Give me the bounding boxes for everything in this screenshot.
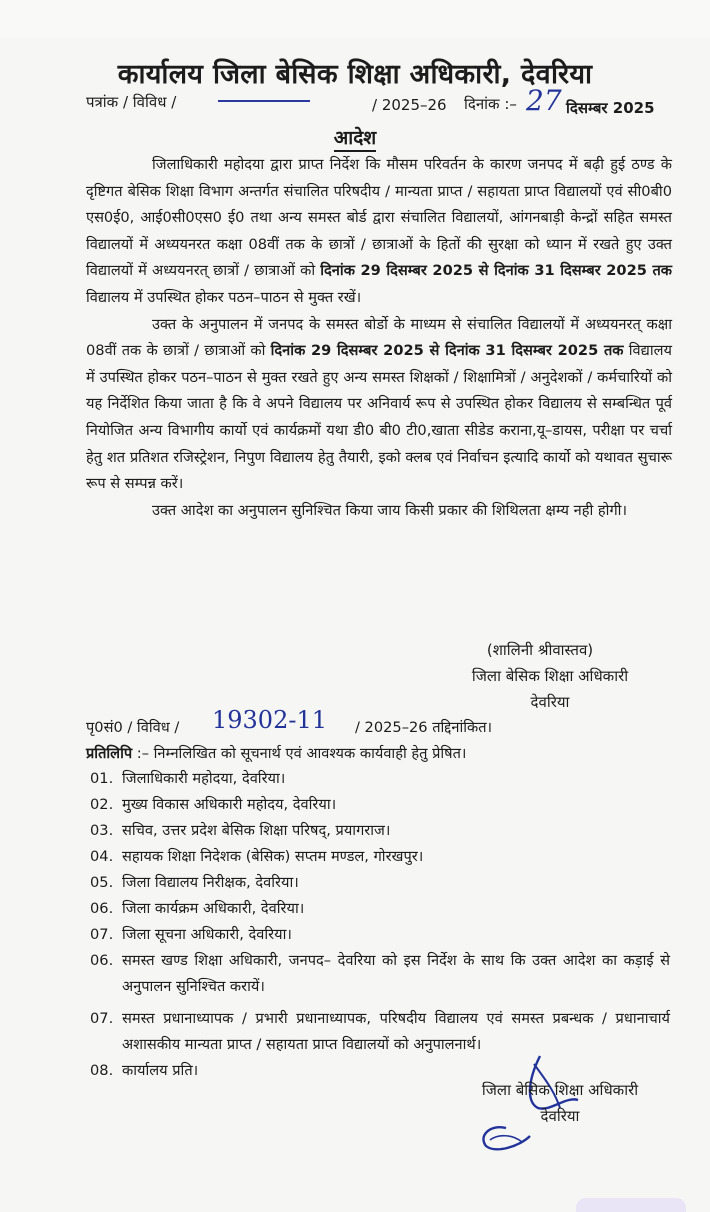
bold-date-range: दिनांक 29 दिसम्बर 2025 से दिनांक 31 दिसम्बर 2025 तक (320, 262, 672, 280)
date-month-year: दिसम्बर 2025 (566, 99, 655, 117)
date-label: दिनांक :– (464, 95, 517, 113)
list-item: 05. जिला विद्यालय निरीक्षक, देवरिया। (90, 874, 299, 891)
signatory-designation-2: जिला बेसिक शिक्षा अधिकारी (481, 1081, 639, 1099)
list-item: 04. सहायक शिक्षा निदेशक (बेसिक) सप्तम मण्डल, गोरखपुर। (90, 848, 424, 865)
top-bar (0, 0, 710, 38)
list-item: 03. सचिव, उत्तर प्रदेश बेसिक शिक्षा परिषद्, प्रयागराज। (90, 822, 391, 839)
handwritten-stroke (218, 100, 310, 102)
copy-intro: प्रतिलिपि :– निम्नलिखित को सूचनार्थ एवं आवश्यक कार्यवाही हेतु प्रेषित। (86, 745, 467, 762)
signatory-name: (शालिनी श्रीवास्तव) (486, 641, 594, 659)
handwritten-date: 27 (526, 84, 562, 117)
list-item: 07. समस्त प्रधानाध्यापक / प्रभारी प्रधानाध्यापक, परिषदीय विद्यालय एवं समस्त प्रबन्धक / प्रधानाचार्य अशासकीय मान्यता प्राप्त / सहायता प्राप्त विद्यालयों को अनुपालनार्थ। (90, 1010, 670, 1053)
document-page (0, 38, 710, 1212)
letter-ref-year: / 2025–26 (372, 96, 447, 114)
handwritten-signature (468, 1050, 598, 1160)
copy-ref-prefix: पृ0सं0 / विविध / (86, 719, 180, 736)
copy-label: प्रतिलिपि (86, 745, 133, 762)
paragraph-2: उक्त के अनुपालन में जनपद के समस्त बोर्डो के माध्यम से संचालित विद्यालयों में अध्ययनरत् कक्षा 08वीं तक के छात्रों / छात्राओं को दिनांक 29 दिसम्बर 2025 से दिनांक 31 दिसम्बर 2025 तक विद्यालय में उपस्थित होकर पठन–पाठन से मुक्त रखते हुए अन्य समस्त शिक्षकों / शिक्षामित्रों / अनुदेशकों / कर्मचारियों को यह निर्देशित किया जाता है कि वे अपने विद्यालय पर अनिवार्य रूप से उपस्थित होकर विद्यालय से सम्बन्धित पूर्व नियोजित अन्य विभागीय कार्यो एवं कार्यक्रमों यथा डी0 बी0 टी0,खाता सीडेड कराना,यू–डायस, परीक्षा पर चर्चा हेतु शत प्रतिशत रजिस्ट्रेशन, निपुण विद्यालय हेतु तैयारी, इको क्लब एवं निर्वाचन इत्यादि कार्यो को यथावत सुचारू रूप से सम्पन्न करें। (86, 315, 672, 493)
signatory-place-2: देवरिया (540, 1107, 580, 1125)
bold-date-range: दिनांक 29 दिसम्बर 2025 से दिनांक 31 दिसम्बर 2025 तक (270, 342, 624, 360)
signatory-designation: जिला बेसिक शिक्षा अधिकारी (471, 667, 629, 685)
office-title: कार्यालय जिला बेसिक शिक्षा अधिकारी, देवरिया (117, 59, 593, 90)
handwritten-dispatch-number: 19302-11 (212, 706, 327, 734)
list-item: 02. मुख्य विकास अधिकारी महोदय, देवरिया। (90, 796, 337, 813)
list-item: 01. जिलाधिकारी महोदया, देवरिया। (90, 770, 286, 787)
order-body (86, 152, 672, 524)
list-item: 08. कार्यालय प्रति। (90, 1062, 199, 1079)
order-heading: आदेश (0, 124, 710, 150)
letter-ref-prefix: पत्रांक / विविध / (86, 93, 177, 111)
list-item: 07. जिला सूचना अधिकारी, देवरिया। (90, 926, 292, 943)
paragraph-3: उक्त आदेश का अनुपालन सुनिश्चित किया जाय किसी प्रकार की शिथिलता क्षम्य नही होगी। (152, 501, 627, 519)
floating-button[interactable] (576, 1198, 686, 1212)
copy-list (90, 766, 670, 1084)
list-item: 06. समस्त खण्ड शिक्षा अधिकारी, जनपद– देवरिया को इस निर्देश के साथ कि उक्त आदेश का कड़ाई से अनुपालन सुनिश्चित करायें। (90, 952, 670, 995)
paragraph-1: जिलाधिकारी महोदया द्वारा प्राप्त निर्देश कि मौसम परिवर्तन के कारण जनपद में बढ़ी हुई ठण्ड के दृष्टिगत बेसिक शिक्षा विभाग अन्तर्गत संचालित परिषदीय / मान्यता प्राप्त / सहायता प्राप्त विद्यालयों एवं सी0बी0 एस0ई0, आई0सी0एस0 ई0 तथा अन्य समस्त बोर्ड द्वारा संचालित विद्यालयों, आंगनबाड़ी केन्द्रों सहित समस्त विद्यालयों में अध्ययनरत कक्षा 08वीं तक के छात्रों / छात्राओं के हितों की सुरक्षा को ध्यान में रखते हुए उक्त विद्यालयों में अध्ययनरत् छात्रों / छात्राओं को दिनांक 29 दिसम्बर 2025 से दिनांक 31 दिसम्बर 2025 तक विद्यालय में उपस्थित होकर पठन–पाठन से मुक्त रखें। (86, 156, 672, 306)
list-item: 06. जिला कार्यक्रम अधिकारी, देवरिया। (90, 900, 305, 917)
signatory-place: देवरिया (530, 693, 570, 711)
copy-ref-suffix: / 2025–26 तद्दिनांकित। (355, 719, 493, 736)
